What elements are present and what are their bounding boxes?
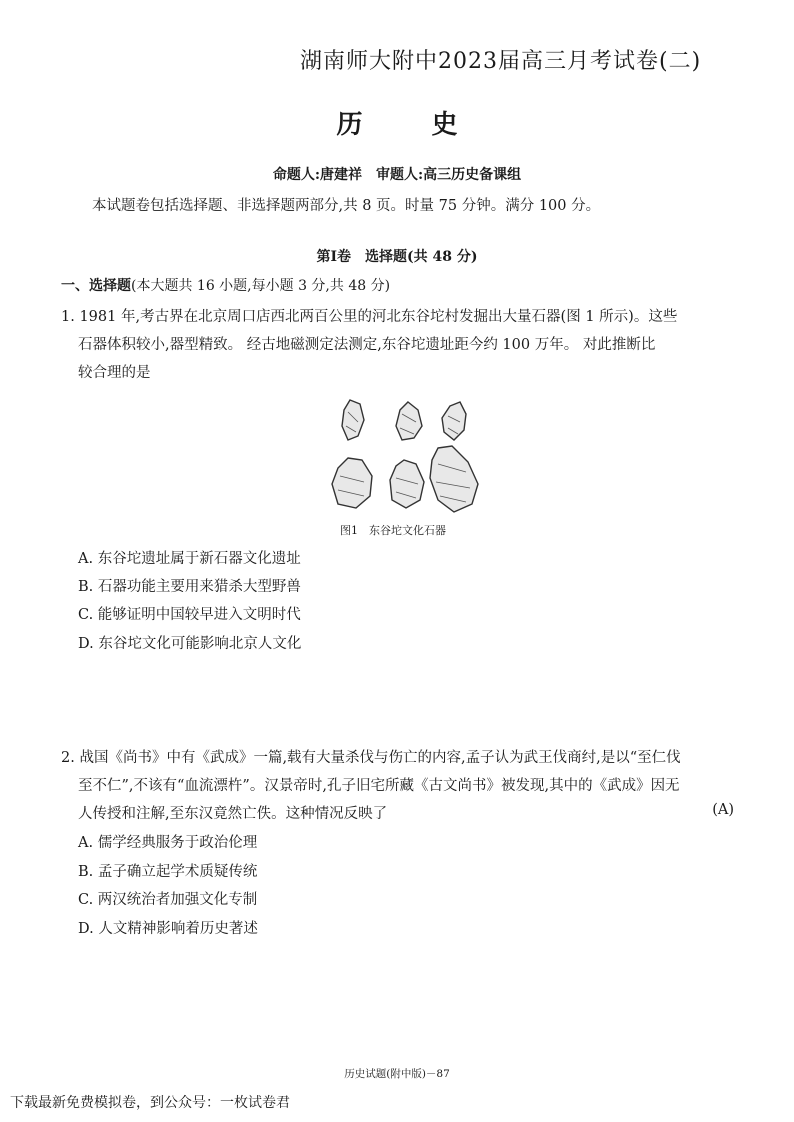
section-heading	[61, 275, 390, 295]
section-note: (本大题共 16 小题,每小题 3 分,共 48 分)	[131, 278, 391, 294]
question-2-option-d: D. 人文精神影响着历史著述	[78, 921, 258, 937]
question-1-option-d: D. 东谷坨文化可能影响北京人文化	[78, 636, 302, 652]
figure-caption: 图1 东谷坨文化石器	[340, 524, 446, 537]
subject-title: 历 史	[336, 110, 488, 140]
question-1-option-a: A. 东谷坨遗址属于新石器文化遗址	[78, 551, 301, 567]
question-2-option-c: C. 两汉统治者加强文化专制	[78, 892, 258, 908]
exam-intro: 本试题卷包括选择题、非选择题两部分,共 8 页。时量 75 分钟。满分 100 分。	[92, 198, 601, 214]
question-1-line-2: 石器体积较小,器型精致。 经古地磁测定法测定,东谷坨遗址距今约 100 万年。 对此推断比	[78, 337, 656, 353]
authors-line: 命题人:唐建祥 审题人:高三历史备课组	[272, 167, 522, 183]
footer-ad-text: 下载最新免费模拟卷，到公众号：一枚试卷君	[10, 1095, 290, 1111]
stone-tool-2	[396, 402, 422, 440]
question-2-option-b: B. 孟子确立起学术质疑传统	[78, 864, 258, 880]
stone-tool-1	[342, 400, 364, 440]
question-2-answer: (A)	[712, 802, 734, 818]
question-1-line-1: 1. 1981 年,考古界在北京周口店西北两百公里的河北东谷坨村发掘出大量石器(图 1 所示)。这些	[61, 309, 678, 325]
question-2-option-a: A. 儒学经典服务于政治伦理	[78, 835, 258, 851]
question-1-option-b: B. 石器功能主要用来猎杀大型野兽	[78, 579, 301, 595]
exam-title: 湖南师大附中2023届高三月考试卷(二)	[300, 49, 702, 74]
stone-tool-3	[442, 402, 466, 440]
page-footer: 历史试题(附中版)－87	[344, 1068, 450, 1080]
question-2-line-1: 2. 战国《尚书》中有《武成》一篇,载有大量杀伐与伤亡的内容,孟子认为武王伐商纣,是以“至仁伐	[61, 750, 681, 766]
question-2-line-3: 人传授和注解,至东汉竟然亡佚。这种情况反映了	[78, 806, 388, 822]
part1-title: 第Ⅰ卷 选择题(共 48 分)	[316, 249, 478, 265]
question-2-line-2: 至不仁”,不该有“血流漂杵”。汉景帝时,孔子旧宅所藏《古文尚书》被发现,其中的《武成》因无	[78, 778, 680, 794]
stone-tool-5	[390, 460, 424, 508]
question-1-option-c: C. 能够证明中国较早进入文明时代	[78, 607, 301, 623]
question-1-line-3: 较合理的是	[78, 365, 151, 381]
stone-tool-4	[332, 458, 372, 508]
section-label: 一、选择题	[61, 278, 131, 294]
stone-tool-6	[430, 446, 478, 512]
stone-tools-figure	[320, 392, 490, 522]
